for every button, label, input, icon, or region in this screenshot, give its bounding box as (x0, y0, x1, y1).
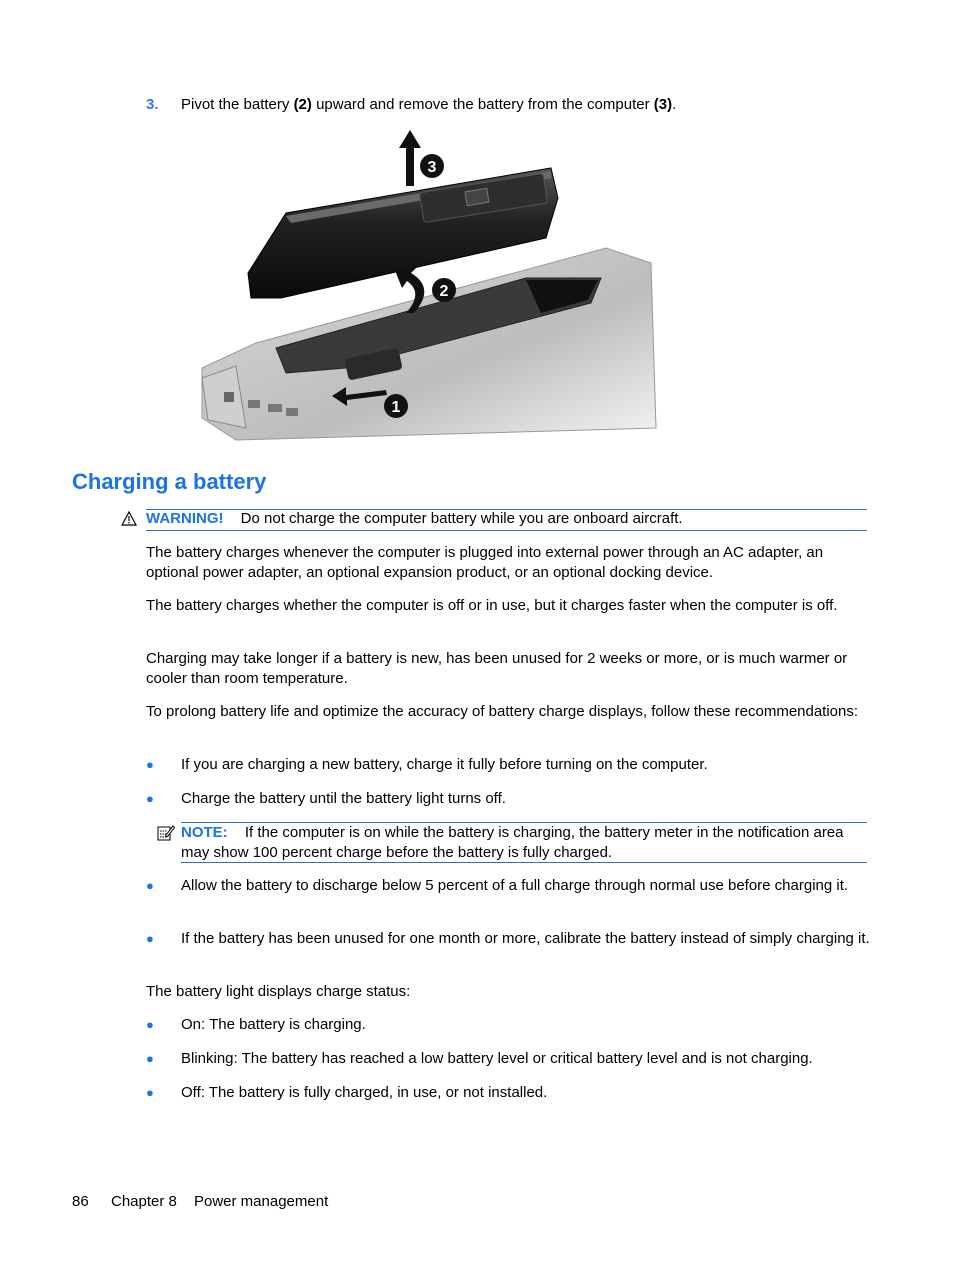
callout-2-label: 2 (439, 283, 449, 300)
list-item: Charge the battery until the battery light turns off. (181, 790, 506, 807)
list-item: If you are charging a new battery, charge it fully before turning on the computer. (181, 756, 708, 773)
page-number: 86 (72, 1193, 89, 1210)
list-item: On: The battery is charging. (181, 1016, 366, 1033)
note (181, 823, 867, 862)
bullet-icon: ● (146, 878, 154, 893)
bullet-icon: ● (146, 1085, 154, 1100)
list-item: If the battery has been unused for one month or more, calibrate the battery instead of simply charging it. (181, 930, 870, 947)
warning-text: Do not charge the computer battery while you are onboard aircraft. (240, 510, 683, 527)
paragraph: The battery charges whenever the computer is plugged into external power through an AC adapter, an optional power adapter, an optional expansion product, or an optional docking device. (146, 544, 824, 581)
list-item: Allow the battery to discharge below 5 percent of a full charge through normal use before charging it. (181, 877, 849, 894)
list-item: Blinking: The battery has reached a low battery level or critical battery level and is not charging. (181, 1050, 813, 1067)
section-title: Charging a battery (72, 469, 267, 494)
bullet-icon: ● (146, 791, 154, 806)
arrow-3 (399, 130, 421, 186)
warning-triangle-icon (121, 511, 137, 526)
paragraph: To prolong battery life and optimize the accuracy of battery charge displays, follow these recommendations: (146, 703, 859, 720)
callout-1-label: 1 (391, 399, 401, 416)
bullet-icon: ● (146, 757, 154, 772)
paragraph: The battery light displays charge status: (146, 983, 411, 1000)
footer-title: Power management (194, 1193, 329, 1210)
note-text: If the computer is on while the battery is charging, the battery meter in the notification area may show 100 percent charge before the battery is fully charged. (181, 824, 844, 861)
bullet-icon: ● (146, 1017, 154, 1032)
paragraph: The battery charges whether the computer is off or in use, but it charges faster when the computer is off. (146, 597, 838, 614)
bullet-icon: ● (146, 931, 154, 946)
warning-label: WARNING! (146, 510, 224, 527)
callout-3-label: 3 (427, 159, 437, 176)
step-number: 3. (146, 96, 159, 113)
step-text: Pivot the battery (2) upward and remove the battery from the computer (3). (181, 96, 677, 113)
footer-chapter: Chapter 8 (111, 1193, 177, 1210)
list-item: Off: The battery is fully charged, in use, or not installed. (181, 1084, 548, 1101)
battery-removal-illustration (196, 128, 666, 443)
note-label: NOTE: (181, 824, 228, 841)
paragraph: Charging may take longer if a battery is new, has been unused for 2 weeks or more, or is much warmer or cooler than room temperature. (146, 650, 848, 687)
note-pencil-icon (157, 824, 175, 841)
bullet-icon: ● (146, 1051, 154, 1066)
warning (146, 510, 683, 527)
